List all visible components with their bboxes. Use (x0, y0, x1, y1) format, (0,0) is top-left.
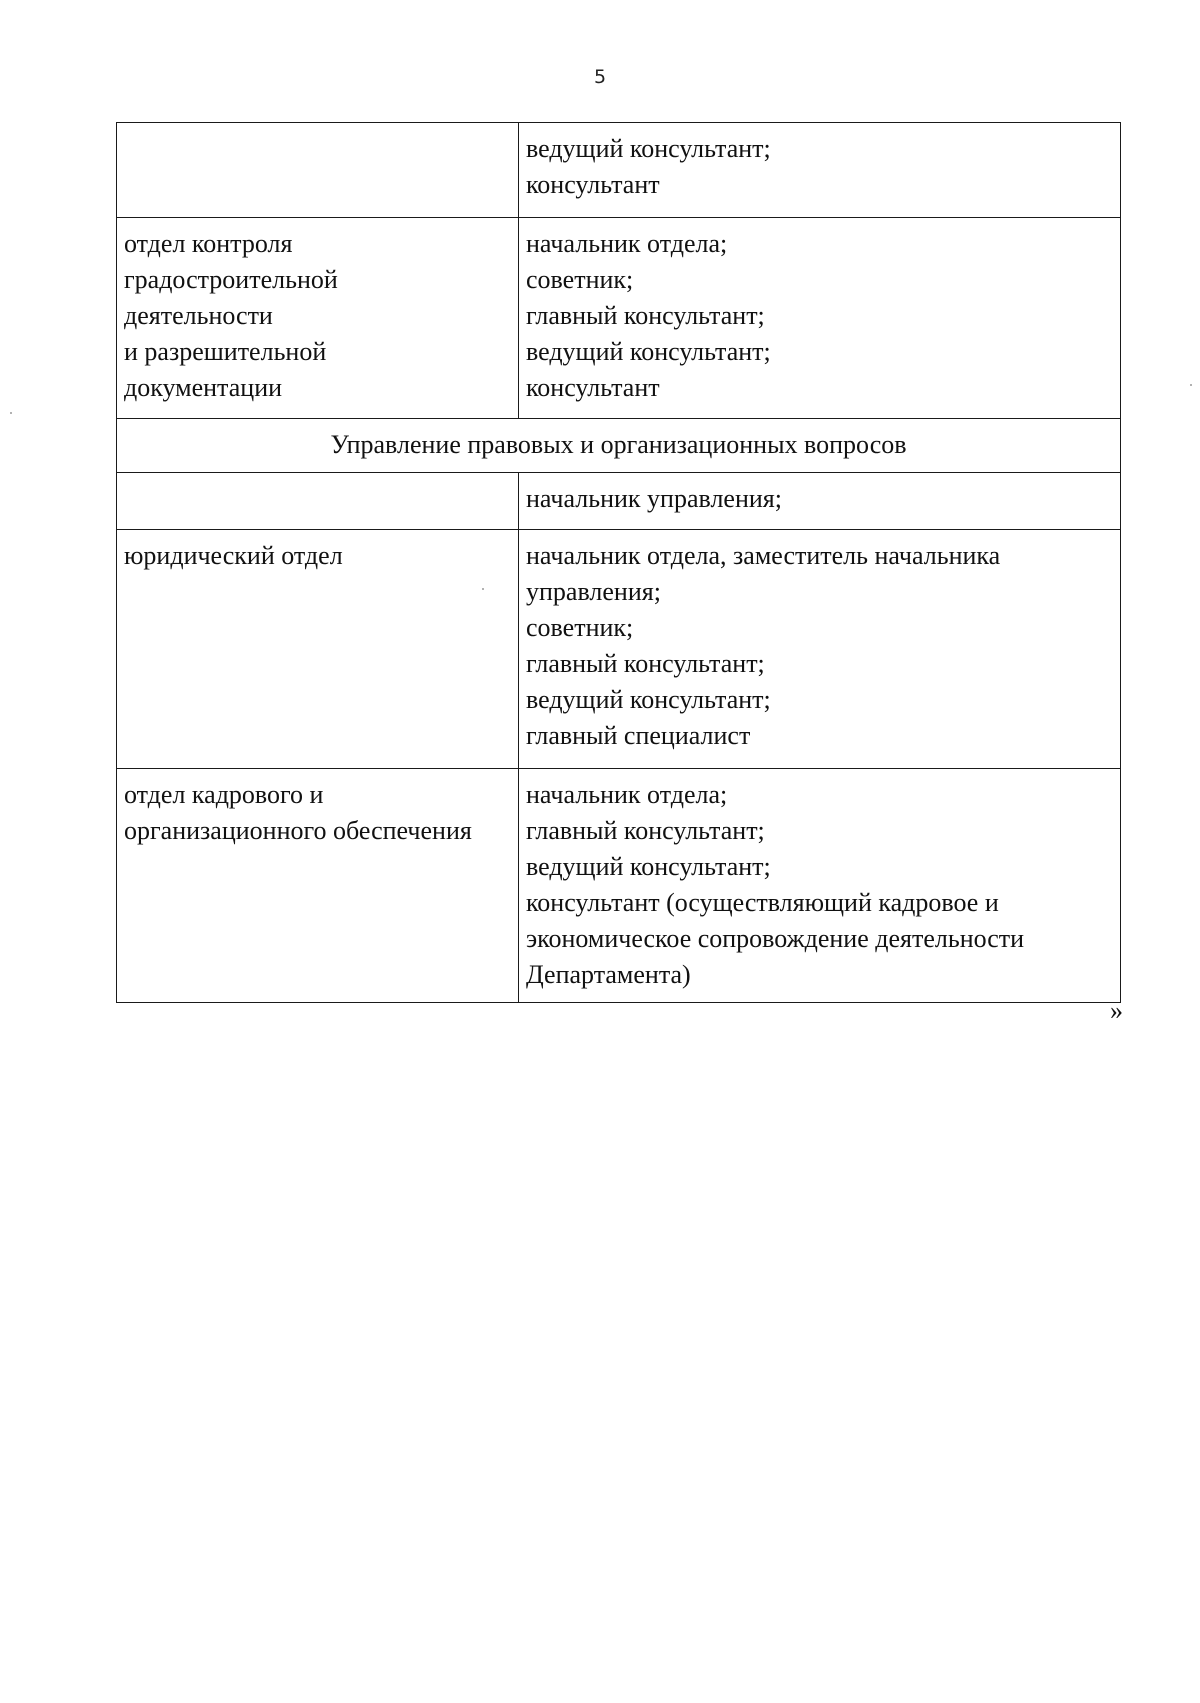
table-row (117, 123, 1121, 218)
position-line: главный консультант; (526, 649, 765, 678)
unit-name-line: отдел контроля (124, 229, 293, 258)
scan-speck (482, 588, 484, 590)
unit-cell (117, 473, 519, 530)
position-line: консультант (526, 373, 660, 402)
position-line: ведущий консультант; (526, 852, 771, 881)
table-row (117, 769, 1121, 1003)
position-line: главный консультант; (526, 301, 765, 330)
position-line: начальник управления; (526, 484, 782, 513)
position-line: консультант (526, 170, 660, 199)
unit-name-line: градостроительной (124, 265, 338, 294)
positions-cell (519, 123, 1121, 218)
position-line: советник; (526, 265, 634, 294)
unit-name-line: деятельности (124, 301, 273, 330)
position-line: экономическое сопровождение деятельности (526, 924, 1025, 953)
unit-cell (117, 218, 519, 419)
position-line: начальник отдела; (526, 780, 728, 809)
position-line: управления; (526, 577, 661, 606)
table-row (117, 530, 1121, 769)
table-row (117, 218, 1121, 419)
unit-name-line: юридический отдел (124, 541, 343, 570)
position-line: Департамента) (526, 960, 691, 989)
unit-cell (117, 123, 519, 218)
closing-quote: » (1110, 996, 1123, 1025)
positions-cell (519, 530, 1121, 769)
scan-speck (1190, 384, 1192, 386)
positions-cell (519, 473, 1121, 530)
page-number: 5 (593, 66, 607, 88)
position-line: консультант (осуществляющий кадровое и (526, 888, 999, 917)
position-line: главный консультант; (526, 816, 765, 845)
positions-cell (519, 218, 1121, 419)
position-line: главный специалист (526, 721, 751, 750)
unit-cell (117, 530, 519, 769)
positions-cell (519, 769, 1121, 1003)
unit-name-line: организационного обеспечения (124, 816, 472, 845)
unit-name-line: отдел кадрового и (124, 780, 324, 809)
section-header-row (117, 419, 1121, 473)
table-row (117, 473, 1121, 530)
unit-name-line: документации (124, 373, 283, 402)
position-line: ведущий консультант; (526, 134, 771, 163)
position-line: начальник отдела; (526, 229, 728, 258)
position-line: ведущий консультант; (526, 337, 771, 366)
unit-cell (117, 769, 519, 1003)
section-header: Управление правовых и организационных вопросов (117, 419, 1121, 473)
unit-name-line: и разрешительной (124, 337, 327, 366)
scan-speck (10, 412, 12, 414)
staff-positions-table (116, 122, 1121, 1003)
position-line: начальник отдела, заместитель начальника (526, 541, 1001, 570)
position-line: советник; (526, 613, 634, 642)
position-line: ведущий консультант; (526, 685, 771, 714)
